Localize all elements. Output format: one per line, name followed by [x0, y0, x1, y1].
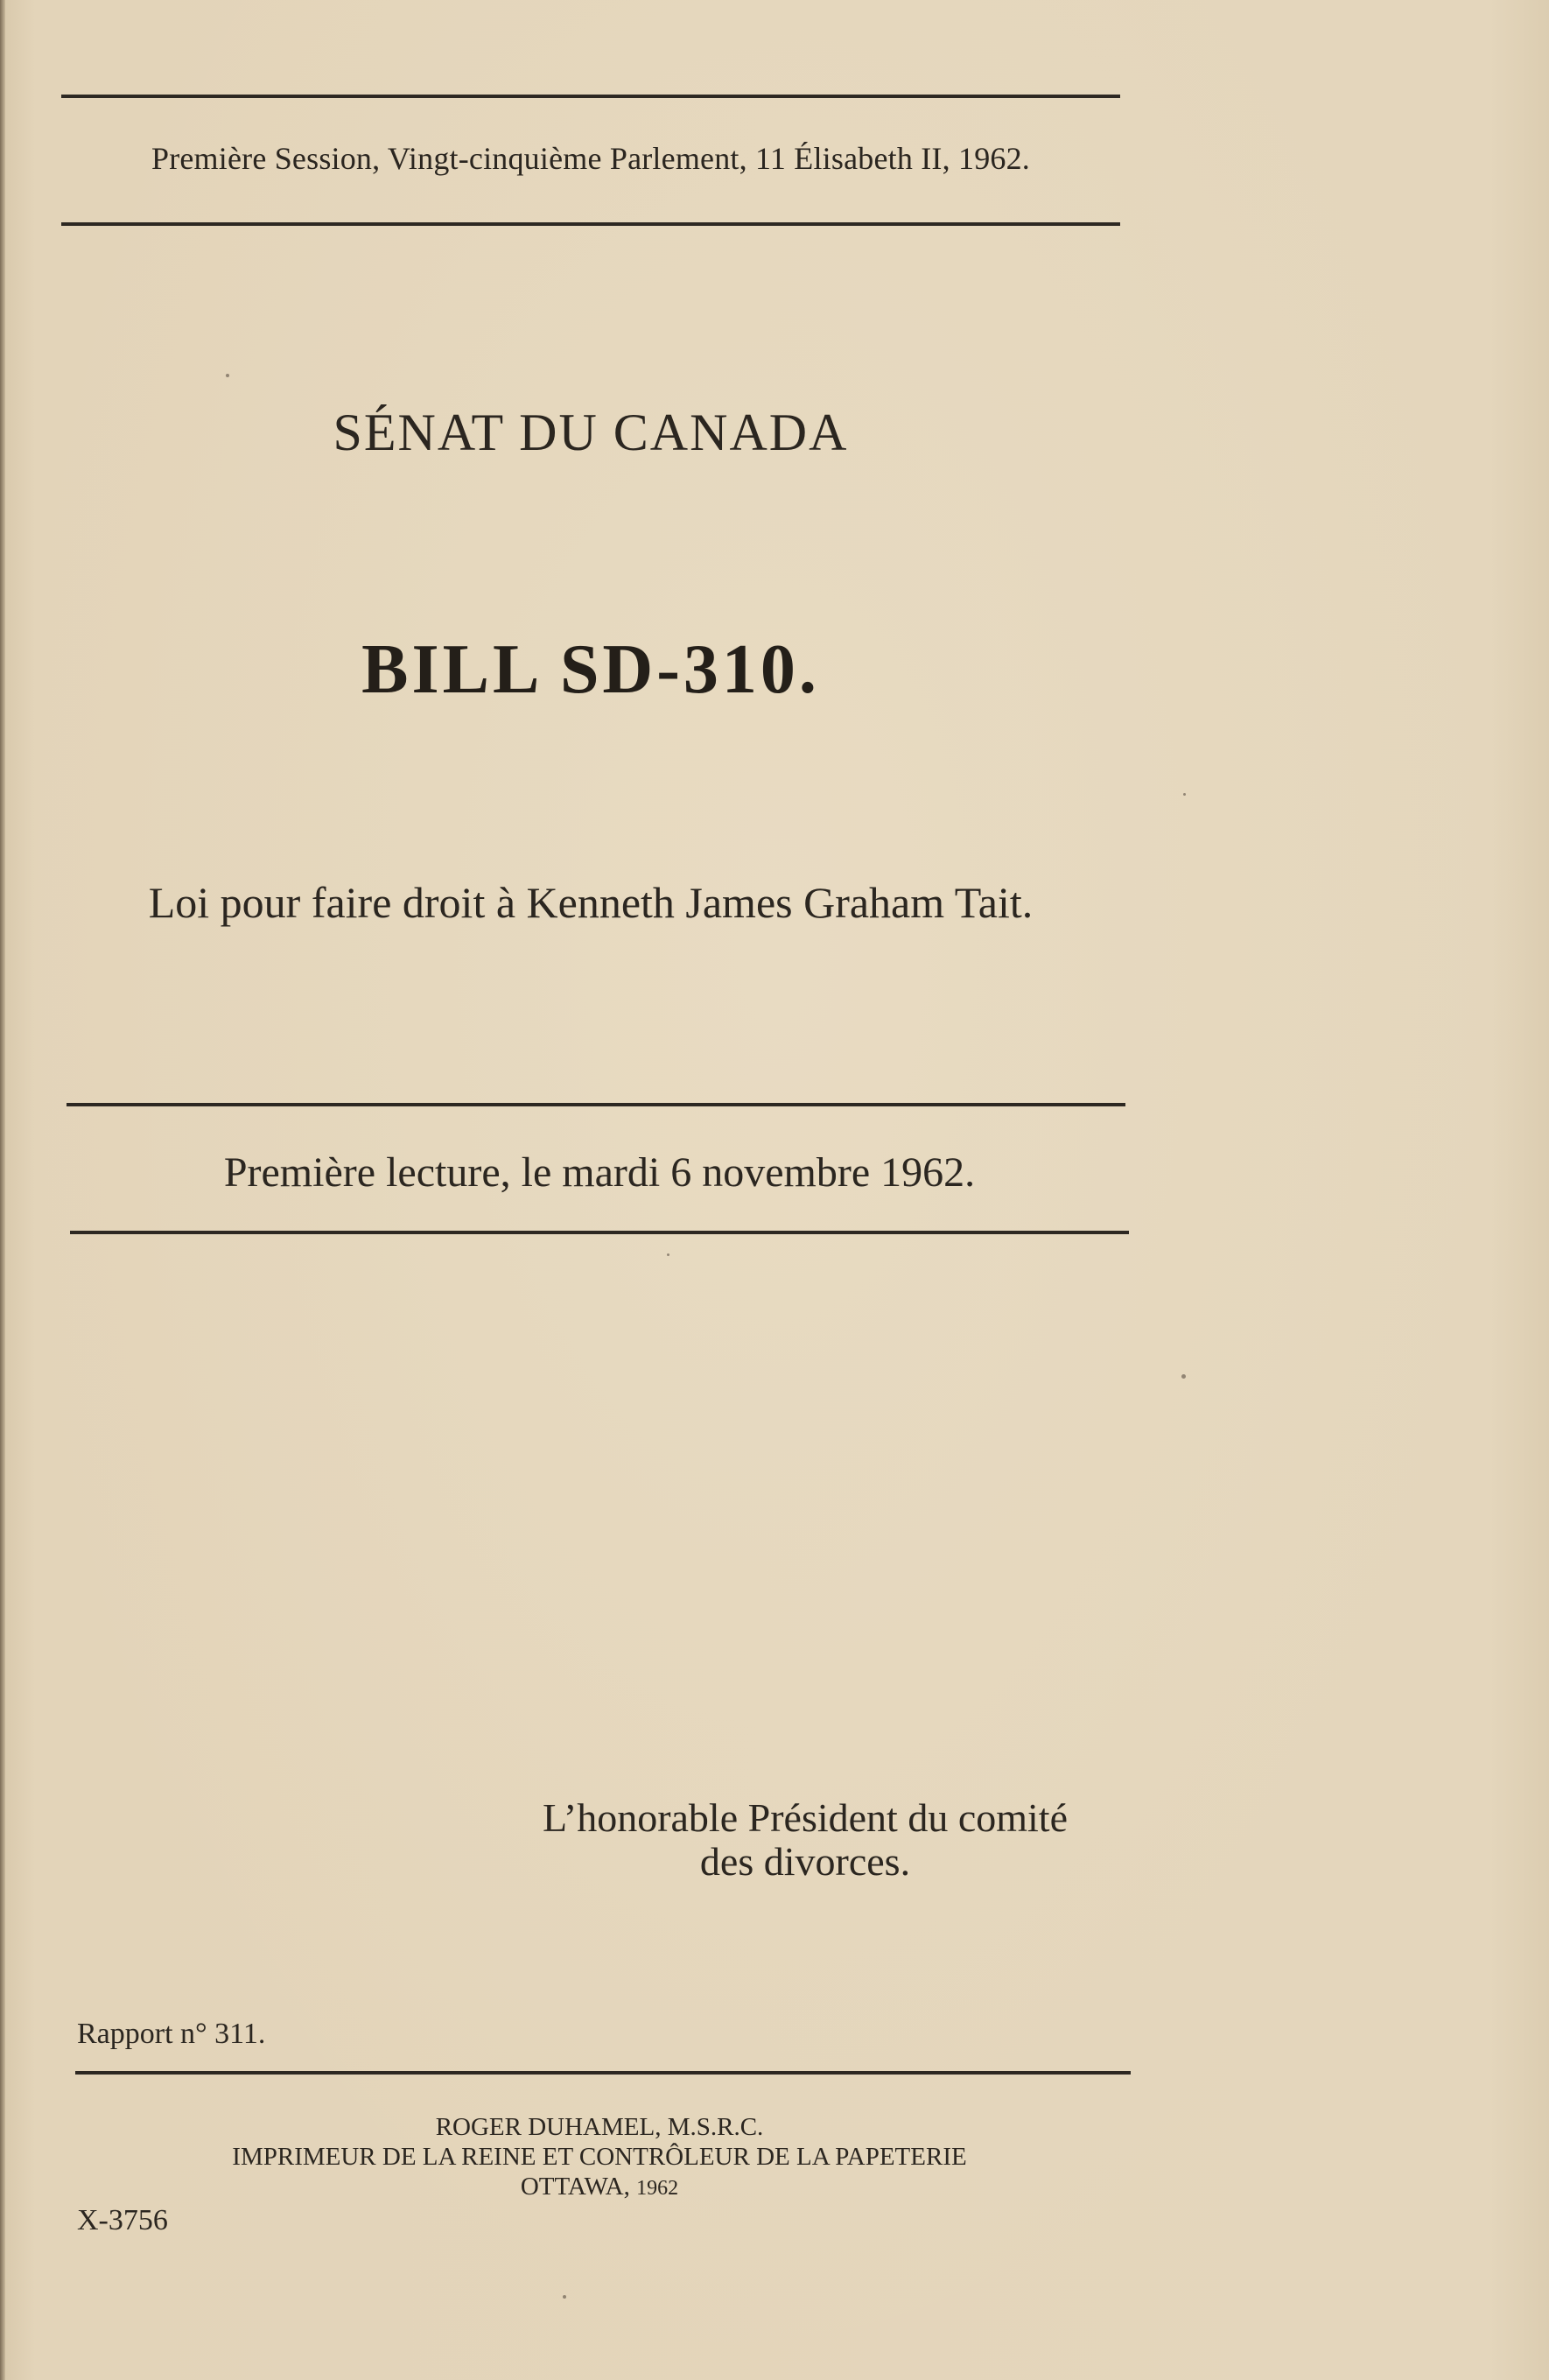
paper-speck: [1181, 1374, 1186, 1379]
senate-title: SÉNAT DU CANADA: [333, 404, 849, 461]
printer-role: IMPRIMEUR DE LA REINE ET CONTRÔLEUR DE LA PAPETERIE: [232, 2143, 967, 2171]
footer-rule: [75, 2071, 1131, 2075]
printer-block: [61, 2112, 1138, 2203]
bill-number: BILL SD-310.: [361, 631, 820, 708]
page-edge-shadow: [0, 0, 5, 2380]
header-bottom-rule: [61, 222, 1120, 226]
document-code: X-3756: [77, 2204, 168, 2236]
sponsor-line-1: L’honorable Président du comité: [543, 1795, 1068, 1840]
paper-speck: [226, 374, 229, 377]
printer-location: [61, 2172, 1138, 2203]
printer-year: 1962: [636, 2177, 679, 2200]
printer-name: ROGER DUHAMEL, M.S.R.C.: [435, 2113, 764, 2141]
session-header: Première Session, Vingt-cinquième Parlement, 11 Élisabeth II, 1962.: [151, 141, 1031, 176]
header-top-rule: [61, 95, 1120, 98]
reading-top-rule: [67, 1103, 1125, 1106]
report-number: Rapport n° 311.: [77, 2018, 266, 2050]
sponsor-block: [455, 1796, 1155, 1884]
paper-speck: [667, 1253, 669, 1256]
reading-bottom-rule: [70, 1231, 1129, 1234]
paper-speck: [1183, 793, 1186, 796]
bill-subject: Loi pour faire droit à Kenneth James Graham Tait.: [148, 878, 1034, 927]
sponsor-line-2: des divorces.: [699, 1839, 911, 1884]
first-reading-date: Première lecture, le mardi 6 novembre 1962.: [223, 1149, 976, 1196]
paper-speck: [563, 2295, 566, 2299]
printer-city: OTTAWA,: [520, 2173, 630, 2201]
